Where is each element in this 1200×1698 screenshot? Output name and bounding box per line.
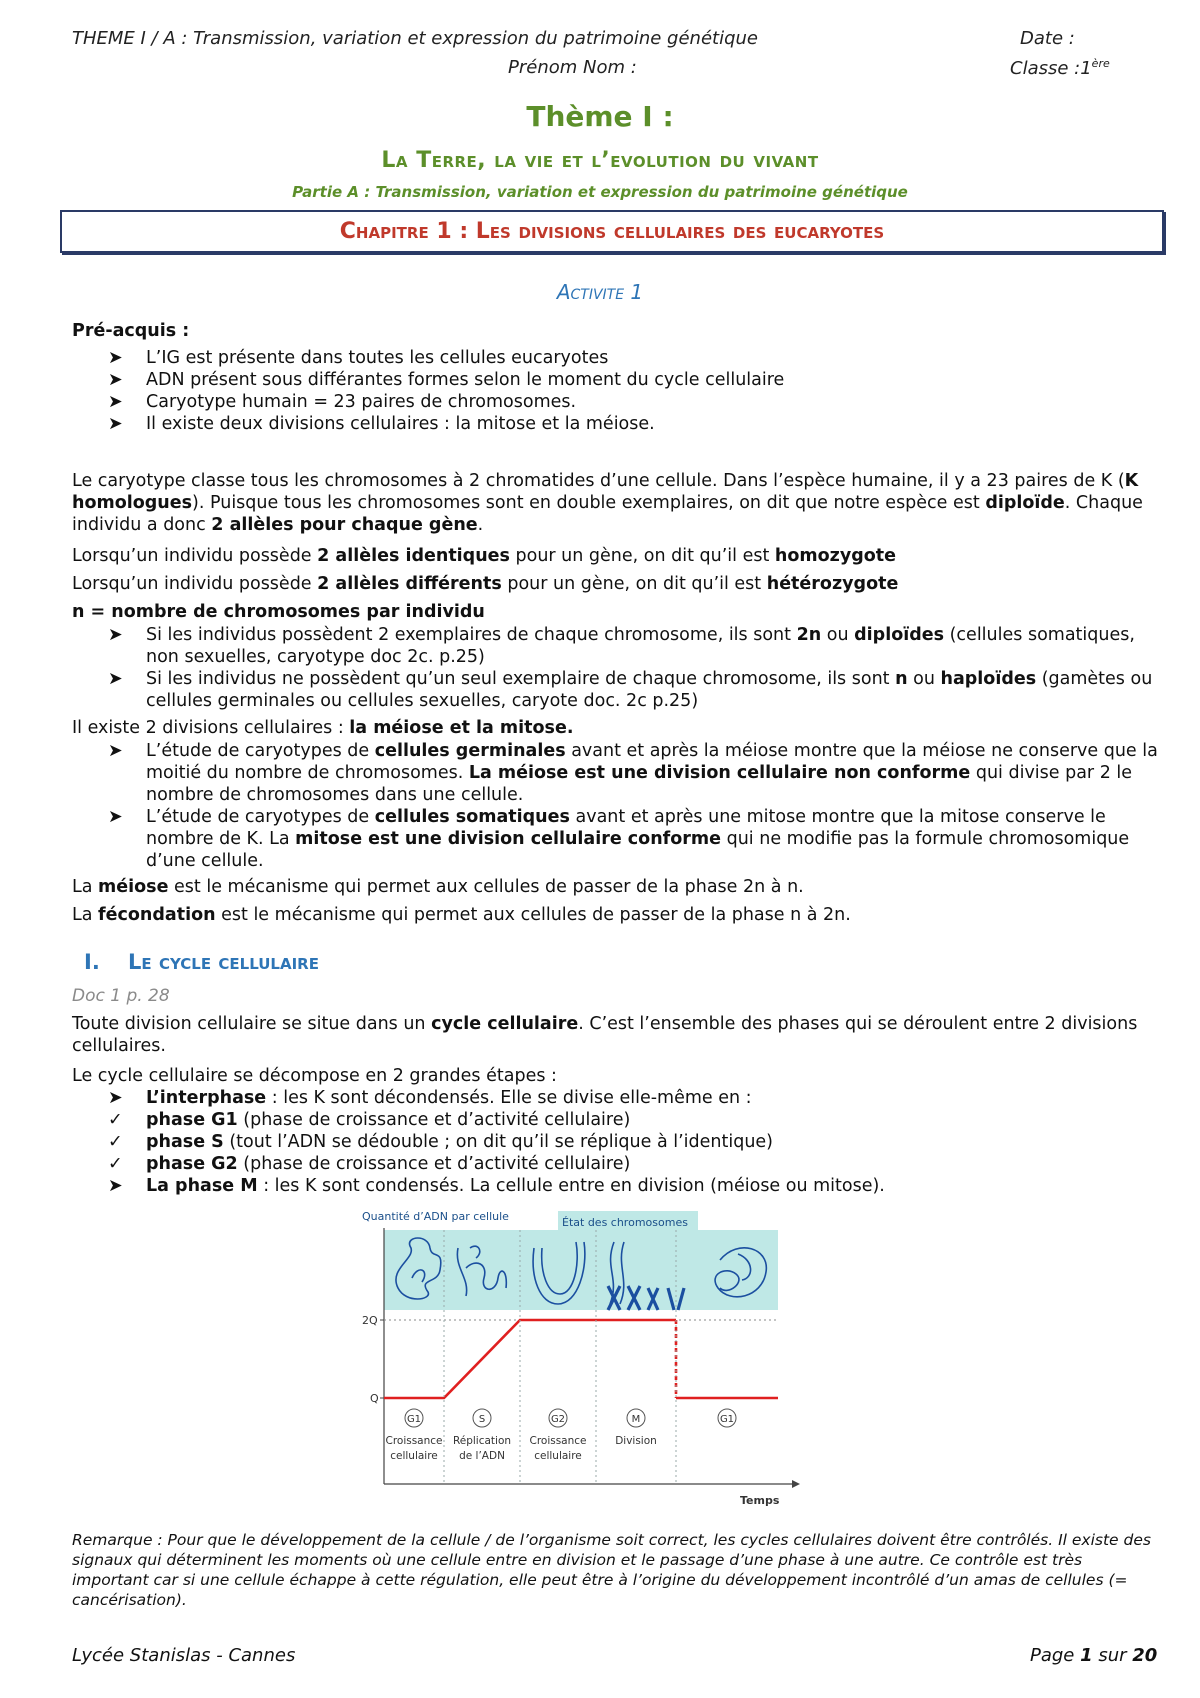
header-name-label: Prénom Nom : (508, 57, 637, 78)
list-item: ➤ Il existe deux divisions cellulaires : la mitose et la méiose. (108, 414, 655, 434)
phase-label: cellulaire (534, 1450, 582, 1462)
phase-symbol: G1 (406, 1414, 422, 1425)
list-item: ✓ phase G1 (phase de croissance et d’activité cellulaire) (108, 1110, 631, 1130)
list-item: ➤ L’IG est présente dans toutes les cellules eucaryotes (108, 348, 609, 368)
chapter-title: Chapitre 1 : Les divisions cellulaires des eucaryotes (339, 219, 885, 244)
header-date-label: Date : (1020, 28, 1075, 49)
header-class-label: Classe :1ère (1010, 57, 1110, 79)
phase-label: Croissance (385, 1435, 443, 1447)
list-item: ✓ phase S (tout l’ADN se dédouble ; on dit qu’il se réplique à l’identique) (108, 1132, 774, 1152)
list-item: ✓ phase G2 (phase de croissance et d’activité cellulaire) (108, 1154, 631, 1174)
check-icon: ✓ (108, 1154, 123, 1174)
arrow-bullet-icon: ➤ (108, 1088, 123, 1108)
footer-page: Page 1 sur 20 (1030, 1645, 1158, 1666)
header-theme: THEME I / A : Transmission, variation et expression du patrimoine génétique (72, 28, 759, 49)
list-item: ➤ Caryotype humain = 23 paires de chromosomes. (108, 392, 577, 412)
check-icon: ✓ (108, 1132, 123, 1152)
list-item: ➤ L’étude de caryotypes de cellules germinales avant et après la méiose montre que la méiose ne conserve que la moitié du nombre de chromosomes. La méiose est une division cellulaire non conforme qui divise par 2 le nombre de chromosomes dans une cellule. (108, 741, 1158, 805)
activite-title: Activite 1 (556, 280, 644, 304)
tick-label-2q: 2Q (362, 1314, 378, 1327)
figure-x-label: Temps (740, 1494, 780, 1507)
arrow-bullet-icon: ➤ (108, 741, 123, 761)
phase-symbol: G2 (550, 1414, 566, 1425)
arrow-bullet-icon: ➤ (108, 807, 123, 827)
check-icon: ✓ (108, 1110, 123, 1130)
caryotype-paragraph: Le caryotype classe tous les chromosomes à 2 chromatides d’une cellule. Dans l’espèce humaine, il y a 23 paires de K (K homologues). Puisque tous les chromosomes sont en double exemplaires, on dit que notre espèce est diploïde. Chaque individu a donc 2 allèles pour chaque gène. (72, 471, 1143, 535)
list-item: ➤ L’étude de caryotypes de cellules somatiques avant et après une mitose montre que la mitose conserve le nombre de K. La mitose est une division cellulaire conforme qui ne modifie pas la formule chromosomique d’une cellule. (108, 807, 1130, 871)
list-item: ➤ La phase M : les K sont condensés. La cellule entre en division (méiose ou mitose). (108, 1176, 885, 1196)
arrow-bullet-icon: ➤ (108, 348, 123, 368)
arrow-bullet-icon: ➤ (108, 392, 123, 412)
doc-reference: Doc 1 p. 28 (72, 986, 170, 1006)
phase-label: Réplication (452, 1435, 512, 1447)
list-item: ➤ ADN présent sous différantes formes selon le moment du cycle cellulaire (108, 370, 785, 390)
list-item: ➤ L’interphase : les K sont décondensés. Elle se divise elle-même en : (108, 1088, 752, 1108)
heterozygote-line: Lorsqu’un individu possède 2 allèles différents pour un gène, on dit qu’il est hétérozygote (72, 574, 899, 594)
section-heading: I. Le cycle cellulaire (84, 950, 319, 974)
tick-label-q: Q (370, 1392, 379, 1405)
list-item: ➤ Si les individus ne possèdent qu’un seul exemplaire de chaque chromosome, ils sont n ou haploïdes (gamètes ou cellules germinales ou cellules sexuelles, caryote doc. 2c p.25) (108, 669, 1153, 711)
n-definition: n = nombre de chromosomes par individu (72, 602, 485, 622)
footer-school: Lycée Stanislas - Cannes (72, 1645, 296, 1666)
list-item: ➤ Si les individus possèdent 2 exemplaires de chaque chromosome, ils sont 2n ou diploïdes (cellules somatiques, non sexuelles, caryotype doc 2c. p.25) (108, 625, 1135, 667)
figure-y-label: Quantité d’ADN par cellule (362, 1210, 509, 1223)
phase-symbol: M (631, 1414, 641, 1425)
arrow-bullet-icon: ➤ (108, 370, 123, 390)
fecondation-definition: La fécondation est le mécanisme qui permet aux cellules de passer de la phase n à 2n. (72, 905, 851, 925)
arrow-bullet-icon: ➤ (108, 1176, 123, 1196)
theme-subtitle: La Terre, la vie et l’evolution du vivant (381, 148, 819, 173)
dna-curve-line (384, 1320, 676, 1398)
figure-state-label: État des chromosomes (562, 1216, 688, 1229)
arrow-bullet-icon: ➤ (108, 414, 123, 434)
preacquis-label: Pré-acquis : (72, 321, 190, 341)
phase-label: Croissance (529, 1435, 587, 1447)
arrow-bullet-icon: ➤ (108, 669, 123, 689)
divisions-line: Il existe 2 divisions cellulaires : la méiose et la mitose. (72, 718, 574, 738)
arrow-bullet-icon: ➤ (108, 625, 123, 645)
cycle-steps-intro: Le cycle cellulaire se décompose en 2 grandes étapes : (72, 1066, 557, 1086)
chromosome-state-band (384, 1230, 778, 1310)
dna-cycle-figure (358, 1208, 838, 1520)
phase-label: de l’ADN (459, 1450, 505, 1462)
phase-label: cellulaire (390, 1450, 438, 1462)
chapter-box (60, 210, 1164, 253)
partie-title: Partie A : Transmission, variation et expression du patrimoine génétique (292, 183, 908, 201)
cycle-intro: Toute division cellulaire se situe dans un cycle cellulaire. C’est l’ensemble des phases qui se déroulent entre 2 divisions cellulaires. (72, 1014, 1138, 1056)
remark-paragraph: Remarque : Pour que le développement de la cellule / de l’organisme soit correct, les cycles cellulaires doivent être contrôlés. Il existe des signaux qui déterminent les moments où une cellule entre en division et le passage d’une phase à une autre. Ce contrôle est très important car si une cellule échappe à cette régulation, elle peut être à l’origine du développement incontrôlé d’un amas de cellules (= cancérisation). (72, 1531, 1151, 1609)
phase-symbol: S (478, 1414, 486, 1425)
meiose-definition: La méiose est le mécanisme qui permet aux cellules de passer de la phase 2n à n. (72, 877, 804, 897)
x-axis-arrow-icon (792, 1480, 800, 1488)
homozygote-line: Lorsqu’un individu possède 2 allèles identiques pour un gène, on dit qu’il est homozygote (72, 546, 897, 566)
phase-symbol: G1 (719, 1414, 735, 1425)
theme-title: Thème I : (526, 100, 674, 133)
phase-label: Division (615, 1435, 657, 1447)
